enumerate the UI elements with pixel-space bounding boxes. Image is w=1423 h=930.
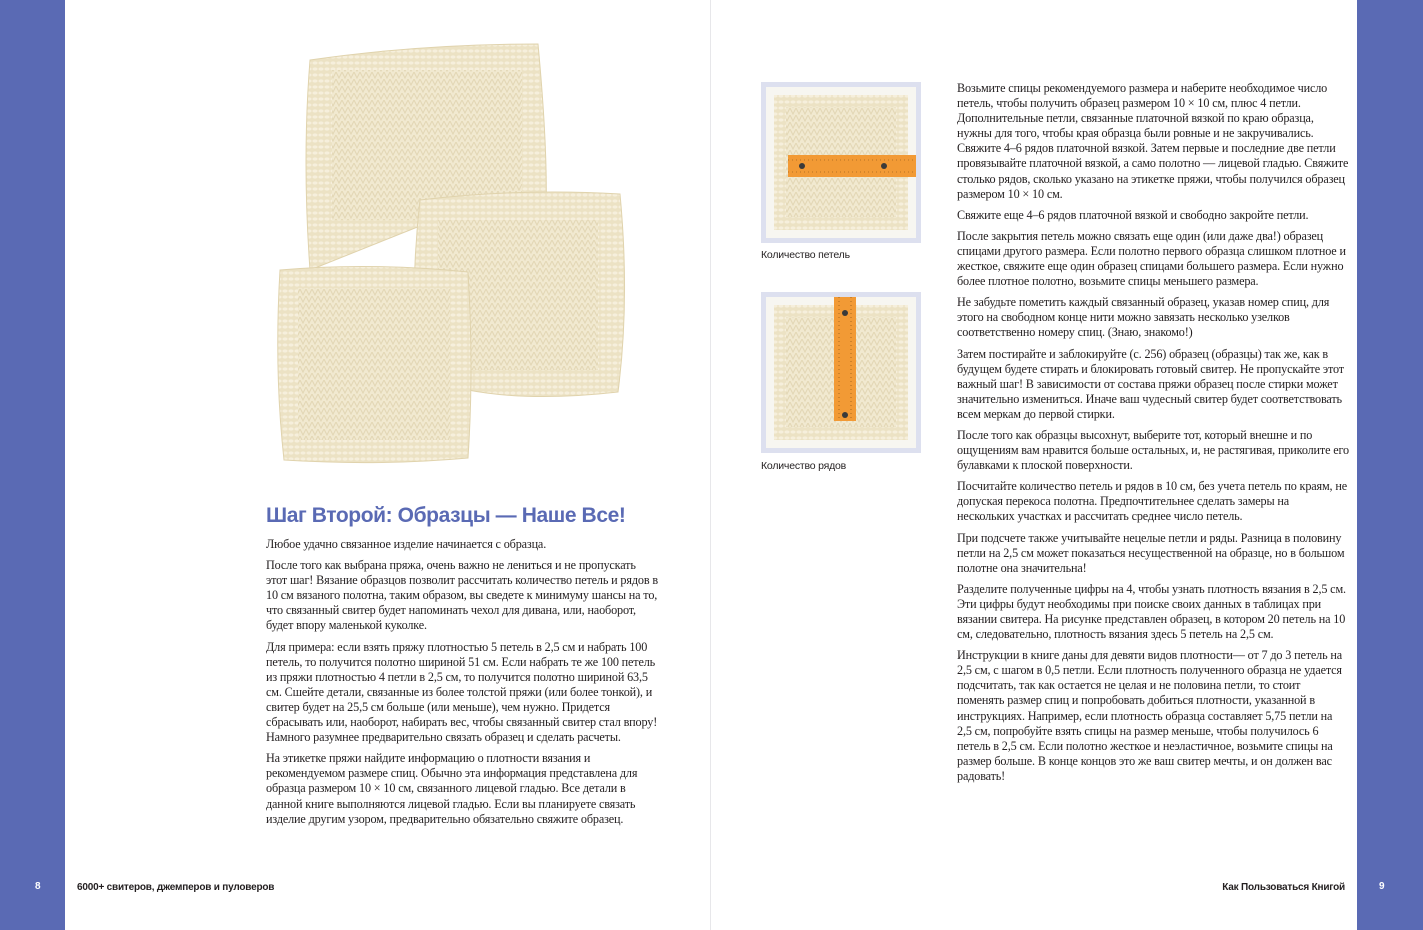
section-heading: Шаг Второй: Образцы — Наше Все! — [266, 504, 626, 527]
page-number-right: 9 — [1379, 881, 1385, 892]
pin-icon — [799, 163, 805, 169]
paragraph: Свяжите еще 4–6 рядов платочной вязкой и свободно закройте петли. — [957, 207, 1309, 222]
paragraph: Любое удачно связанное изделие начинается с образца. — [266, 537, 547, 551]
pin-icon — [842, 310, 848, 316]
row-gauge-photo — [761, 292, 921, 453]
paragraph: После того как образцы высохнут, выберите тот, который внешне и по ощущениям вам нравится больше остальных, и, не растягивая, приколите его булавками к плоской поверхности. — [957, 427, 1349, 473]
paragraph: Не забудьте пометить каждый связанный образец, указав номер спиц, для этого на свободном конце нити можно завязать несколько узелков соответственно номеру спиц. (Знаю, знакомо!) — [957, 295, 1330, 340]
right-body-text — [957, 81, 1349, 790]
measuring-tape-icon — [788, 155, 916, 177]
paragraph: При подсчете также учитывайте нецелые петли и ряды. Разница в половину петли на 2,5 см может показаться несущественной на образце, но в большом полотне она значительна! — [957, 530, 1345, 575]
book-spine — [710, 0, 711, 930]
caption-rows: Количество рядов — [761, 460, 847, 472]
left-margin-band — [0, 0, 65, 930]
paragraph: На этикетке пряжи найдите информацию о плотности вязания и рекомендуемом размере спиц. Обычно эта информация представлена для образца размером 10 × 10 см, связанного лицевой гладью. Все детали в данной книге выполняются лицевой гладью. Если вы планируете связать изделие другим узором, предварительно обязательно свяжите образец. — [266, 751, 638, 826]
paragraph: Для примера: если взять пряжу плотностью 5 петель в 2,5 см и набрать 100 петель, то получится полотно шириной 51 см. Если набрать те же 100 петель из пряжи плотностью 4 петли в 2,5 см, то получится полотно шириной 63,5 см. Сшейте детали, связанные из более толстой пряжи (или более тонкой), и свитер будет на 25,5 см больше (или меньше), чем нужно. Придется сбрасывать или, наоборот, набирать вес, чтобы связанный свитер стал впору! Намного разумнее предварительно связать образец и сделать расчеты. — [266, 639, 658, 745]
pin-icon — [842, 412, 848, 418]
front-swatch — [278, 266, 471, 462]
swatch-with-vertical-tape — [766, 297, 916, 448]
page-number-left: 8 — [35, 881, 41, 892]
paragraph: После того как выбрана пряжа, очень важно не лениться и не пропускать этот шаг! Вязание образцов позволит рассчитать количество петель и рядов в 10 см вязаного полотна, таким образом, вы сведете к минимуму шансы на то, что связанный свитер будет напоминать чехол для дивана, или, наоборот, будет впору маленькой куколке. — [266, 558, 658, 633]
paragraph: Возьмите спицы рекомендуемого размера и наберите необходимое число петель, чтобы получить образец размером 10 × 10 см, плюс 4 петли. Дополнительные петли, связанные платочной вязкой по краю образца, нужны для того, чтобы края образца были ровные и не закручивались. Свяжите 4–6 рядов платочной вязкой. Затем первые и последние две петли провязывайте платочной вязкой, а само полотно — лицевой гладью. Свяжите столько рядов, сколько указано на этикетке пряжи, чтобы получился образец размером 10 × 10 см. — [957, 81, 1349, 201]
left-body-text — [266, 537, 658, 833]
caption-stitches: Количество петель — [761, 249, 850, 261]
knitted-swatches-illustration — [270, 30, 640, 470]
stitch-gauge-photo — [761, 82, 921, 243]
paragraph: После закрытия петель можно связать еще один (или даже два!) образец спицами другого размера. Если полотно первого образца слишком плотное и жесткое, свяжите еще один образец спицами большего размера. Если нужно более плотное полотно, возьмите спицы меньшего размера. — [957, 228, 1346, 289]
swatch-with-horizontal-tape — [766, 87, 916, 238]
paragraph: Посчитайте количество петель и рядов в 10 см, без учета петель по краям, не допуская перекоса полотна. Предпочтительнее сделать замеры на нескольких участках и рассчитать среднее число петель. — [957, 479, 1347, 524]
paragraph: Инструкции в книге даны для девяти видов плотности— от 7 до 3 петель на 2,5 см, с шагом в 0,5 петли. Если плотность полученного образца не удается подсчитать, так как остается не целая и не половина петли, то стоит поменять размер спиц и попробовать добиться плотности, указанной в инструкциях. Например, если плотность образца составляет 5,75 петли на 2,5 см, попробуйте взять спицы на размер меньше, чтобы получилось 6 петель в 2,5 см. Если полотно жесткое и неэластичное, возьмите спицы на размер больше. В конце концов это же ваш свитер мечты, и он должен вас радовать! — [957, 648, 1343, 783]
running-head-right: Как Пользоваться Книгой — [1222, 882, 1345, 893]
running-head-left: 6000+ свитеров, джемперов и пуловеров — [77, 882, 275, 893]
right-margin-band — [1357, 0, 1423, 930]
pin-icon — [881, 163, 887, 169]
paragraph: Затем постирайте и заблокируйте (с. 256) образец (образцы) так же, как в будущем будете стирать и блокировать готовый свитер. Не пропускайте этот важный шаг! В зависимости от состава пряжи образец после стирки может значительно измениться. Иначе ваш чудесный свитер будет соответствовать всем меркам до первой стирки. — [957, 346, 1344, 421]
paragraph: Разделите полученные цифры на 4, чтобы узнать плотность вязания в 2,5 см. Эти цифры будут необходимы при поиске своих данных в таблицах при вязании свитера. На рисунке представлен образец, в котором 20 петель на 10 см, следовательно, плотность вязания здесь 5 петель на 2,5 см. — [957, 581, 1346, 642]
